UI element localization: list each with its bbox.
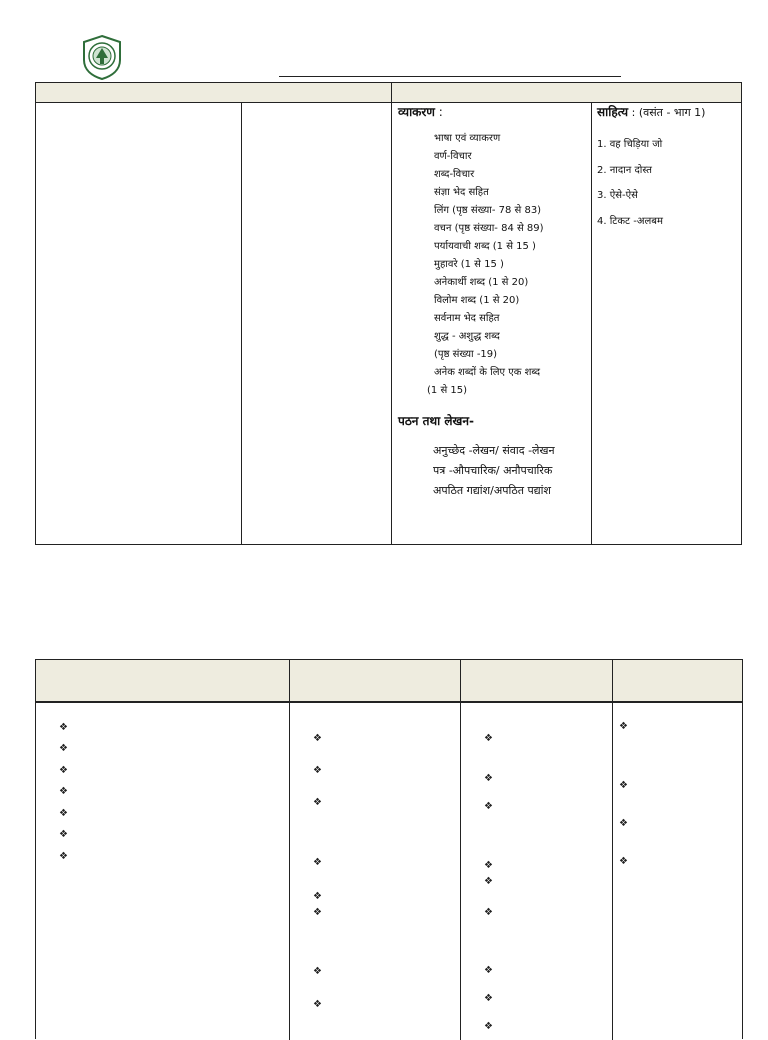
grammar-item: (पृष्ठ संख्या -19) (434, 349, 498, 360)
grammar-item: पर्यायवाची शब्द (1 से 15 ) (434, 241, 536, 252)
bullet-icon: ❖ (484, 773, 493, 784)
bullet-icon: ❖ (59, 851, 68, 862)
bullet-icon: ❖ (619, 780, 628, 791)
syllabus-table (35, 82, 742, 545)
bullet-icon: ❖ (59, 743, 68, 754)
literature-list (597, 132, 663, 234)
school-crest-icon (80, 34, 124, 80)
column-divider-3 (591, 103, 592, 544)
grammar-item: अनेकार्थी शब्द (1 से 20) (434, 277, 529, 288)
header-column-divider (391, 83, 392, 544)
column-divider-1 (241, 103, 242, 544)
bullet-icon: ❖ (619, 856, 628, 867)
bullet-icon: ❖ (59, 786, 68, 797)
literature-item: 1. वह चिड़िया जो (597, 139, 663, 150)
bullet-icon: ❖ (313, 907, 322, 918)
title-underline (279, 76, 621, 77)
bullet-icon: ❖ (59, 829, 68, 840)
bullet-icon: ❖ (619, 721, 628, 732)
bullet-icon: ❖ (313, 733, 322, 744)
grammar-item: अनेक शब्दों के लिए एक शब्द (434, 367, 541, 378)
activities-table (35, 659, 743, 1039)
literature-item: 2. नादान दोस्त (597, 164, 652, 176)
bullet-icon: ❖ (59, 808, 68, 819)
bullet-icon: ❖ (59, 765, 68, 776)
bullet-icon: ❖ (313, 857, 322, 868)
grammar-item: शब्द-विचार (434, 169, 475, 180)
literature-title: साहित्य : (वसंत - भाग 1) (597, 105, 706, 119)
grammar-title: व्याकरण : (398, 105, 443, 119)
reading-writing-list (433, 441, 555, 501)
grammar-item: वर्ण-विचार (434, 151, 472, 162)
reading-writing-item: पत्र -औपचारिक/ अनौपचारिक (433, 464, 553, 477)
grammar-item: वचन (पृष्ठ संख्या- 84 से 89) (434, 223, 544, 234)
bullet-icon: ❖ (484, 1021, 493, 1032)
column-divider-3 (612, 660, 613, 1040)
reading-writing-item: अपठित गद्यांश/अपठित पद्यांश (433, 484, 551, 497)
reading-writing-title: पठन तथा लेखन- (398, 414, 475, 428)
reading-writing-item: अनुच्छेद -लेखन/ संवाद -लेखन (433, 444, 555, 457)
bullet-icon: ❖ (484, 801, 493, 812)
bullet-icon: ❖ (484, 876, 493, 887)
bullet-icon: ❖ (484, 733, 493, 744)
bullet-icon: ❖ (484, 860, 493, 871)
bullet-icon: ❖ (59, 722, 68, 733)
literature-item: 4. टिकट -अलबम (597, 215, 663, 227)
grammar-item: संज्ञा भेद सहित (434, 187, 489, 198)
bullet-icon: ❖ (313, 999, 322, 1010)
grammar-item: लिंग (पृष्ठ संख्या- 78 से 83) (434, 205, 542, 216)
grammar-list (434, 130, 544, 382)
grammar-item: सर्वनाम भेद सहित (434, 313, 500, 324)
literature-item: 3. ऐसे-ऐसे (597, 190, 638, 201)
bullet-icon: ❖ (484, 993, 493, 1004)
bullet-icon: ❖ (313, 891, 322, 902)
bullet-icon: ❖ (313, 765, 322, 776)
bullet-icon: ❖ (484, 907, 493, 918)
grammar-item: विलोम शब्द (1 से 20) (434, 295, 520, 306)
grammar-item: मुहावरे (1 से 15 ) (434, 259, 504, 270)
bullet-icon: ❖ (619, 818, 628, 829)
column-divider-1 (289, 660, 290, 1040)
grammar-item: शुद्ध - अशुद्ध शब्द (434, 331, 500, 342)
grammar-item: भाषा एवं व्याकरण (434, 133, 501, 144)
column-divider-2 (460, 660, 461, 1040)
grammar-item-continuation: (1 से 15) (427, 385, 468, 396)
bullet-icon: ❖ (484, 965, 493, 976)
bullet-icon: ❖ (313, 797, 322, 808)
bullet-icon: ❖ (313, 966, 322, 977)
syllabus-table-header (36, 83, 741, 103)
activities-table-header (36, 660, 742, 703)
